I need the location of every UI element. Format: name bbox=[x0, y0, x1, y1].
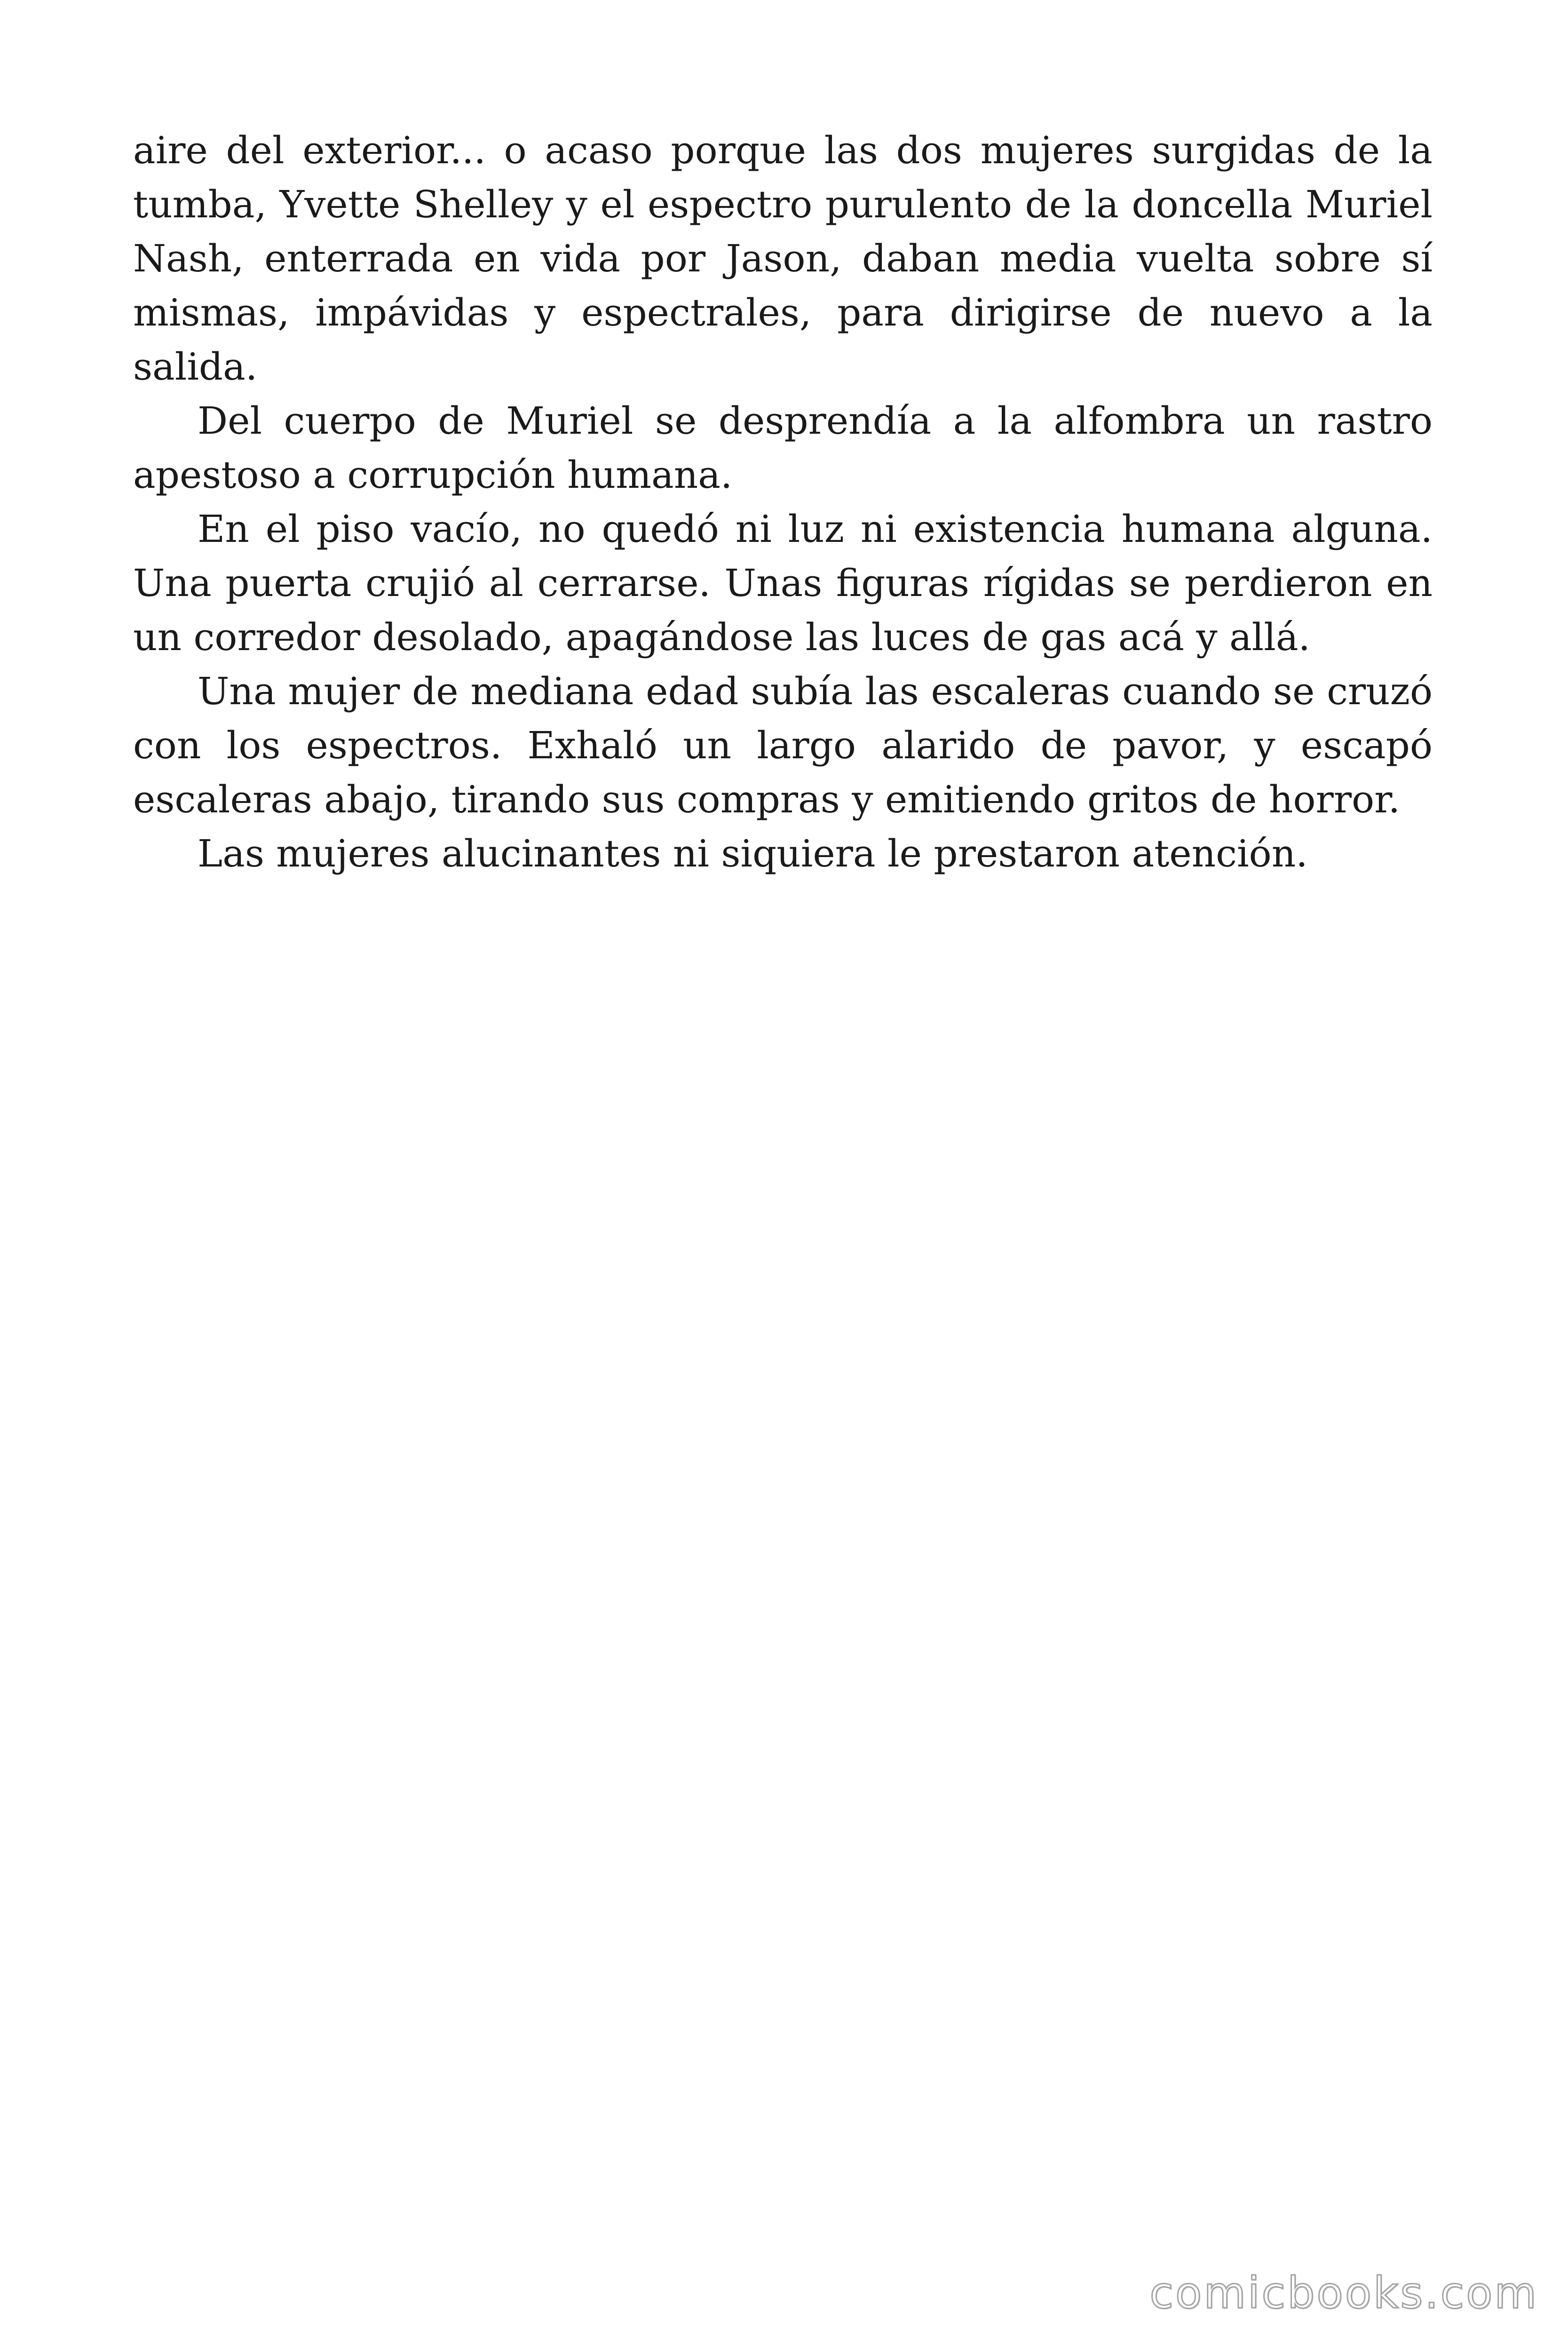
paragraph: Del cuerpo de Muriel se desprendía a la alfombra un rastro apestoso a corrupción humana. bbox=[133, 399, 1433, 497]
paragraph: En el piso vacío, no quedó ni luz ni existencia humana alguna. Una puerta crujió al cerrarse. Unas figuras rígidas se perdieron en un corredor desolado, apagándose las luces de gas acá y allá. bbox=[133, 507, 1433, 659]
paragraph: aire del exterior... o acaso porque las dos mujeres surgidas de la tumba, Yvette Shelley y el espectro purulento de la doncella Muriel Nash, enterrada en vida por Jason, daban media vuelta sobre sí mismas, impávidas y espectrales, para dirigirse de nuevo a la salida. bbox=[133, 128, 1433, 389]
paragraph: Las mujeres alucinantes ni siquiera le prestaron atención. bbox=[198, 832, 1308, 875]
watermark-logo: comicbooks.com bbox=[1149, 2268, 1538, 2318]
body-text bbox=[133, 123, 1433, 881]
paragraph: Una mujer de mediana edad subía las escaleras cuando se cruzó con los espectros. Exhaló un largo alarido de pavor, y escapó escaleras abajo, tirando sus compras y emitiendo gritos de horror. bbox=[133, 669, 1433, 821]
